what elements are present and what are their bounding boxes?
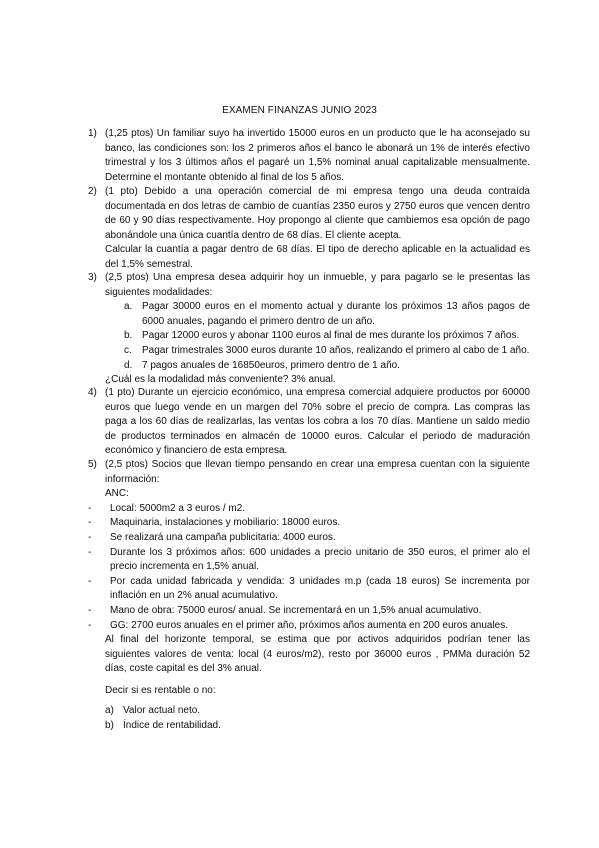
question-number: 1) [88, 128, 97, 139]
option-text: Pagar 12000 euros y abonar 1100 euros al final de mes durante los próximos 7 años. [142, 330, 520, 342]
decide-prompt: Decir si es rentable o no: [105, 685, 216, 696]
answer-label: a) [105, 705, 114, 716]
question-text-continued: Calcular la cuantía a pagar dentro de 68 días. El tipo de derecho aplicable en la actualidad es del 1,5% semestral. [105, 244, 530, 270]
question-1 [88, 127, 530, 185]
dash-bullet: - [88, 531, 92, 543]
answer-list [105, 704, 221, 733]
info-item-text: Por cada unidad fabricada y vendida: 3 unidades m.p (cada 18 euros) Se incrementa por inflación en un 2% anual acumulativo. [110, 575, 530, 602]
question-text: (2,5 ptos) Socios que llevan tiempo pensando en crear una empresa cuentan con la siguiente información: [105, 459, 530, 485]
closing-paragraph: Al final del horizonte temporal, se estima que por activos adquiridos podrían tener las siguientes valores de venta: local (4 euros/m2), resto por 36000 euros , PMMa duración 52 días, coste capital es del 3% anual. [105, 634, 530, 675]
option-label: b. [124, 330, 133, 342]
option-label: d. [124, 359, 133, 371]
dash-bullet: - [88, 502, 92, 514]
info-item-text: Durante los 3 próximos años: 600 unidades a precio unitario de 350 euros, el primer alo el precio incrementa en 1,5% anual. [110, 546, 530, 573]
question-number: 4) [88, 387, 97, 398]
info-item-labor [88, 604, 530, 619]
info-item-text: Se realizará una campaña publicitaria: 4000 euros. [110, 531, 336, 543]
info-item-general-expenses [88, 619, 530, 634]
dash-bullet: - [88, 575, 92, 587]
info-item-advertising [88, 531, 530, 546]
anc-label: ANC: [105, 488, 129, 500]
option-c [124, 344, 530, 359]
question-prompt: ¿Cuál es la modalidad más conveniente? 3% anual. [105, 374, 336, 386]
option-b [124, 329, 530, 344]
dash-bullet: - [88, 619, 92, 631]
info-item-text: Local: 5000m2 a 3 euros / m2. [110, 502, 246, 514]
info-item-local [88, 502, 530, 517]
info-item-text: Maquinaria, instalaciones y mobiliario: 18000 euros. [110, 517, 341, 529]
question-number: 3) [88, 272, 97, 283]
option-text: Pagar trimestrales 3000 euros durante 10 años, realizando el primero al cabo de 1 año. [142, 344, 530, 356]
info-item-sales [88, 546, 530, 575]
question-number: 2) [88, 186, 97, 197]
exam-title: EXAMEN FINANZAS JUNIO 2023 [222, 105, 377, 116]
option-label: a. [124, 301, 133, 313]
question-text: (1 pto) Debido a una operación comercial de mi empresa tengo una deuda contraída documentada en dos letras de cambio de cuantías 2350 euros y 2750 euros que vencen dentro de 60 y 90 días respectivamente. Hoy propongo al cliente que cambiemos esa opción de pago abonándole una única cuantía dentro de 68 días. El cliente acepta. [105, 186, 530, 241]
option-d [124, 359, 530, 374]
question-number: 5) [88, 459, 97, 470]
info-item-text: Mano de obra: 75000 euros/ anual. Se incrementará en un 1,5% anual acumulativo. [110, 604, 482, 616]
info-item-text: GG: 2700 euros anuales en el primer año, próximos años aumenta en 200 euros anuales. [110, 619, 509, 631]
question-text: (1 pto) Durante un ejercicio económico, una empresa comercial adquiere productos por 60000 euros que luego vende en un margen del 70% sobre el precio de compra. Las compras las paga a los 60 días de realizarlas, las ventas los cobra a los 70 días. Mantiene un saldo medio de productos terminados en almacén de 10000 euros. Calcular el periodo de maduración económico y financiero de esta empresa. [105, 387, 530, 457]
dash-bullet: - [88, 517, 92, 529]
dash-bullet: - [88, 546, 92, 558]
question-2 [88, 185, 530, 273]
question-3 [88, 271, 530, 388]
option-text: Pagar 30000 euros en el momento actual y durante los próximos 13 años pagos de 6000 anuales, pagando el primero dentro de un año. [142, 301, 530, 327]
option-label: c. [124, 344, 132, 356]
answer-item-a [105, 704, 221, 719]
option-a [124, 300, 530, 329]
question-4 [88, 386, 530, 459]
question-5 [88, 458, 530, 633]
dash-bullet: - [88, 604, 92, 616]
answer-item-b [105, 719, 221, 734]
answer-text: Valor actual neto. [123, 705, 201, 716]
question-text: (1,25 ptos) Un familiar suyo ha invertido 15000 euros en un producto que le ha aconsejado su banco, las condiciones son: los 2 primeros años el banco le abonará un 1% de interés efectivo trimestral y los 3 últimos años el pagaré un 1,5% nominal anual capitalizable mensualmente. Determine el montante obtenido al final de los 5 años. [105, 128, 530, 183]
info-item-raw-materials [88, 575, 530, 604]
info-item-machinery [88, 516, 530, 531]
answer-text: Índice de rentabilidad. [123, 719, 221, 731]
answer-label: b) [105, 719, 114, 731]
option-text: 7 pagos anuales de 16850euros, primero dentro de 1 año. [142, 359, 400, 371]
question-text: (2,5 ptos) Una empresa desea adquirir hoy un inmueble, y para pagarlo se le presentas las siguientes modalidades: [105, 272, 530, 298]
